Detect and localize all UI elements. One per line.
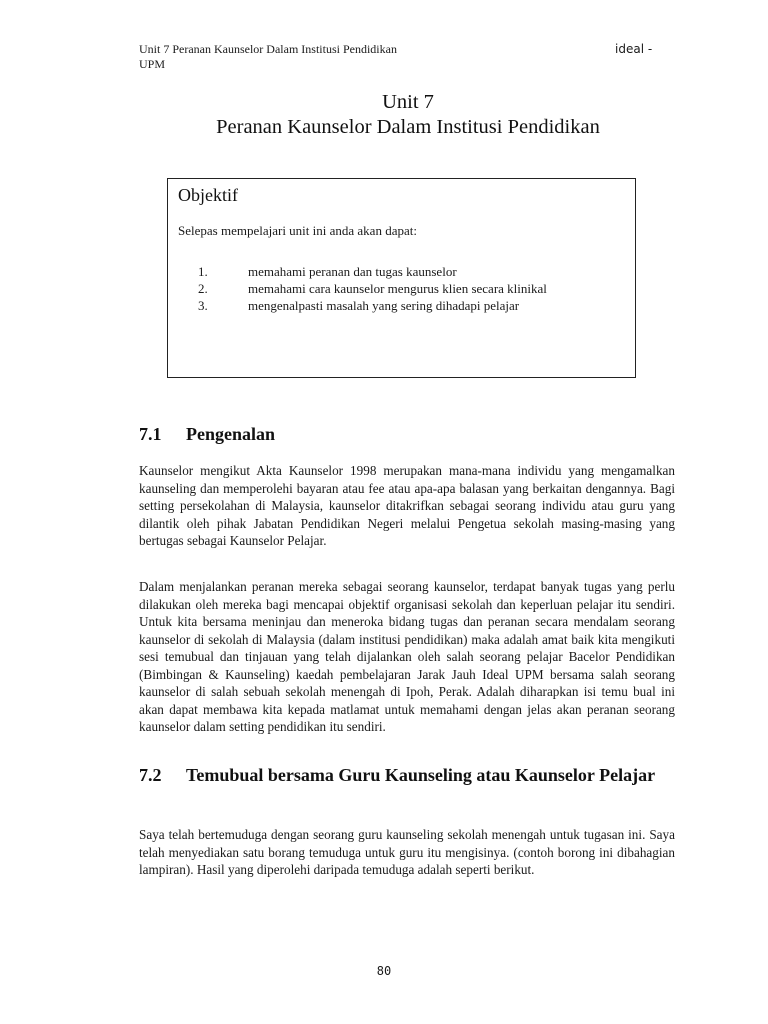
objective-list (198, 263, 628, 314)
section-heading-7-2 (139, 763, 679, 813)
header-course-title: Unit 7 Peranan Kaunselor Dalam Institusi Pendidikan (139, 42, 397, 56)
section-title: Temubual bersama Guru Kaunseling atau Kaunselor Pelajar (186, 765, 656, 785)
objective-item (198, 263, 628, 280)
header-publisher: ideal - (615, 42, 653, 56)
header-publisher-continuation: UPM (139, 57, 166, 71)
objective-item-number: 1. (198, 264, 208, 279)
running-header (139, 42, 659, 72)
unit-title-block (100, 90, 716, 140)
unit-subtitle: Peranan Kaunselor Dalam Institusi Pendidikan (216, 116, 600, 138)
section-paragraph: Kaunselor mengikut Akta Kaunselor 1998 merupakan mana-mana individu yang mengamalkan kaunseling dan memperolehi bayaran atau fee atau apa-apa balasan yang berkaitan dengannya. Bagi setting persekolahan di Malaysia, kaunselor ditakrifkan sebagai seorang individu atau guru yang dilantik oleh pihak Jabatan Pendidikan Negeri melalui Pengetua sekolah masing-masing yang bertugas sebagai Kaunselor Pelajar. (139, 463, 675, 548)
objective-item (198, 297, 628, 314)
objective-item-number: 3. (198, 298, 208, 313)
objective-item-text: memahami peranan dan tugas kaunselor (248, 264, 457, 279)
objective-item-number: 2. (198, 281, 208, 296)
objective-item-text: memahami cara kaunselor mengurus klien secara klinikal (248, 281, 547, 296)
section-paragraph: Saya telah bertemuduga dengan seorang guru kaunseling sekolah menengah untuk tugasan ini. Saya telah menyediakan satu borang temuduga untuk guru itu mengisinya. (contoh borong ini dibahagian lampiran). Hasil yang diperolehi daripada temuduga adalah seperti berikut. (139, 827, 675, 877)
section-heading-7-1 (139, 422, 679, 448)
objective-intro: Selepas mempelajari unit ini anda akan dapat: (178, 223, 417, 238)
objective-item-text: mengenalpasti masalah yang sering dihadapi pelajar (248, 298, 520, 313)
objective-box (167, 178, 636, 378)
page-number: 80 (376, 964, 392, 978)
section-number: 7.2 (139, 765, 162, 785)
section-title: Pengenalan (186, 424, 276, 444)
unit-number: Unit 7 (382, 91, 434, 113)
section-number: 7.1 (139, 424, 162, 444)
section-paragraph: Dalam menjalankan peranan mereka sebagai seorang kaunselor, terdapat banyak tugas yang perlu dilakukan oleh mereka bagi mencapai objektif organisasi sekolah dan keperluan pelajar itu sendiri. Untuk kita bersama meninjau dan meneroka bidang tugas dan peranan secara mendalam seorang kaunselor di sekolah di Malaysia (dalam institusi pendidikan) maka adalah amat baik kita mengikuti sesi temubual dan tinjauan yang telah dijalankan oleh salah seorang pelajar Bacelor Pendidikan (Bimbingan & Kaunseling) kaedah pembelajaran Jarak Jauh Ideal UPM bersama salah seorang kaunselor di salah sebuah sekolah menengah di Ipoh, Perak. Adalah diharapkan isi temu bual ini akan dapat membawa kita kepada matlamat untuk memahami dengan jelas akan peranan seorang kaunselor dalam setting pendidikan itu sendiri. (139, 579, 675, 734)
objective-item (198, 280, 628, 297)
objective-heading: Objektif (178, 185, 238, 205)
